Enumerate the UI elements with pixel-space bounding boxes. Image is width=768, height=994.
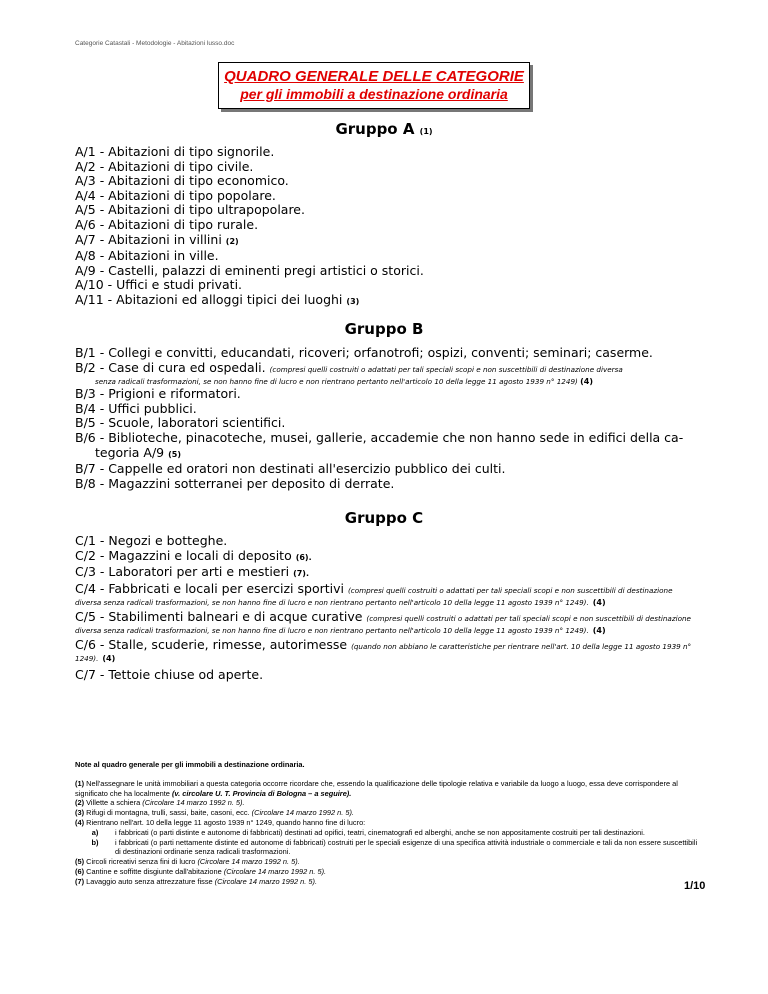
list-item: tegoria A/9 (5): [95, 444, 182, 460]
group-a-note: (1): [419, 127, 433, 136]
list-item: A/7 - Abitazioni in villini (2): [75, 231, 239, 247]
group-b-list: [75, 346, 695, 491]
list-item: C/2 - Magazzini e locali di deposito (6).: [75, 547, 312, 563]
note-4a: a) i fabbricati (o parti distinte e autonome di fabbricati) destinati ad opifici, teatri, cinematografi ed alberghi, anche se non appositamente costruiti per tali destinazioni.: [91, 827, 645, 837]
group-a-heading: Gruppo A (1): [335, 120, 433, 138]
list-item: B/1 - Collegi e convitti, educandati, ricoveri; orfanotrofi; ospizi, conventi; seminari; caserme.: [75, 345, 653, 360]
note-5: (5) Circoli ricreativi senza fini di lucro (Circolare 14 marzo 1992 n. 5).: [75, 857, 300, 867]
note-7: (7) Lavaggio auto senza attrezzature fisse (Circolare 14 marzo 1992 n. 5).: [75, 876, 318, 886]
list-item: C/6 - Stalle, scuderie, rimesse, autorimesse (quando non abbiano le caratteristiche per rientrare nell'art. 10 della legge 11 agosto 1939 n° 1249). (4): [75, 636, 692, 663]
list-item: A/5 - Abitazioni di tipo ultrapopolare.: [75, 202, 305, 218]
group-c-heading: Gruppo C: [344, 509, 424, 527]
list-item: A/4 - Abitazioni di tipo popolare.: [75, 187, 276, 203]
notes-section: [75, 760, 700, 887]
list-item: B/5 - Scuole, laboratori scientifici.: [75, 415, 286, 431]
note-2: (2) Villette a schiera (Circolare 14 marzo 1992 n. 5).: [75, 798, 245, 808]
list-item: B/3 - Prigioni e riformatori.: [75, 386, 241, 402]
group-c-list: [75, 534, 695, 682]
note-1: (1) Nell'assegnare le unità immobiliari a questa categoria occorre ricordare che, essendo la qualificazione delle tipologie relativa e variabile da luogo a luogo, essa deve corrispondere al significato che ha localmente (v. circolare U. T. Provincia di Bologna – a seguire).: [75, 778, 678, 798]
list-item: B/8 - Magazzini sotterranei per deposito di derrate.: [75, 475, 395, 491]
list-item: B/6 - Biblioteche, pinacoteche, musei, gallerie, accademie che non hanno sede in edifici della ca-: [75, 429, 684, 445]
list-item: C/4 - Fabbricati e locali per esercizi sportivi (compresi quelli costruiti o adattati per tali speciali scopi e non suscettibili di destinazione diversa senza radicali trasformazioni, se non hanno fine di lucro e non rientrano pertanto nell'articolo 10 della legge 11 agosto 1939 n° 1249). (4): [75, 580, 673, 607]
list-item: B/2 - Case di cura ed ospedali. (compresi quelli costruiti o adattati per tali speciali scopi e non suscettibili di destinazione diversa: [75, 359, 623, 375]
list-item: C/3 - Laboratori per arti e mestieri (7).: [75, 564, 309, 580]
list-item: A/3 - Abitazioni di tipo economico.: [75, 173, 289, 189]
note-4: (4) Rientrano nell'art. 10 della legge 11 agosto 1939 n° 1249, quando hanno fine di lucro:: [75, 817, 366, 827]
list-item: A/2 - Abitazioni di tipo civile.: [75, 158, 254, 174]
title-box: [218, 62, 530, 109]
note-3: (3) Rifugi di montagna, trulli, sassi, baite, casoni, ecc. (Circolare 14 marzo 1992 n. 5).: [75, 808, 354, 818]
title-line1: QUADRO GENERALE DELLE CATEGORIE: [224, 68, 524, 85]
note-4b: b) i fabbricati (o parti nettamente distinte ed autonome di fabbricati) costruiti per le speciali esigenze di una specifica attività industriale o commerciale e tali da non essere suscettibili di destinazioni ordinarie senza radicali trasformazioni.: [91, 837, 698, 857]
list-item: A/6 - Abitazioni di tipo rurale.: [75, 216, 259, 232]
group-a-list: [75, 145, 695, 310]
list-item: A/11 - Abitazioni ed alloggi tipici dei luoghi (3): [75, 291, 360, 307]
list-item: B/4 - Uffici pubblici.: [75, 400, 197, 416]
list-item: C/7 - Tettoie chiuse od aperte.: [75, 666, 264, 682]
list-item: C/5 - Stabilimenti balneari e di acque curative (compresi quelli costruiti o adattati per tali speciali scopi e non suscettibili di destinazione diversa senza radicali trasformazioni, se non hanno fine di lucro e non rientrano pertanto nell'articolo 10 della legge 11 agosto 1939 n° 1249). (4): [75, 608, 691, 635]
list-item: A/8 - Abitazioni in ville.: [75, 248, 219, 264]
title-line2: per gli immobili a destinazione ordinaria: [240, 86, 508, 102]
list-item: B/7 - Cappelle ed oratori non destinati all'esercizio pubblico dei culti.: [75, 461, 506, 477]
list-item: C/1 - Negozi e botteghe.: [75, 533, 228, 548]
list-item: A/1 - Abitazioni di tipo signorile.: [75, 144, 275, 159]
note-6: (6) Cantine e soffitte disgiunte dall'abitazione (Circolare 14 marzo 1992 n. 5).: [75, 866, 327, 876]
list-item-note: senza radicali trasformazioni, se non hanno fine di lucro e non rientrano pertanto nell'articolo 10 della legge 11 agosto 1939 n° 1249) (4): [95, 377, 594, 387]
page-number: 1/10: [684, 880, 706, 892]
list-item: A/10 - Uffici e studi privati.: [75, 277, 243, 293]
document-header: Categorie Catastali - Metodologie - Abitazioni lusso.doc: [75, 40, 235, 47]
notes-title: Note al quadro generale per gli immobili a destinazione ordinaria.: [75, 760, 305, 769]
list-item: A/9 - Castelli, palazzi di eminenti pregi artistici o storici.: [75, 262, 424, 278]
group-b-heading: Gruppo B: [344, 320, 424, 338]
